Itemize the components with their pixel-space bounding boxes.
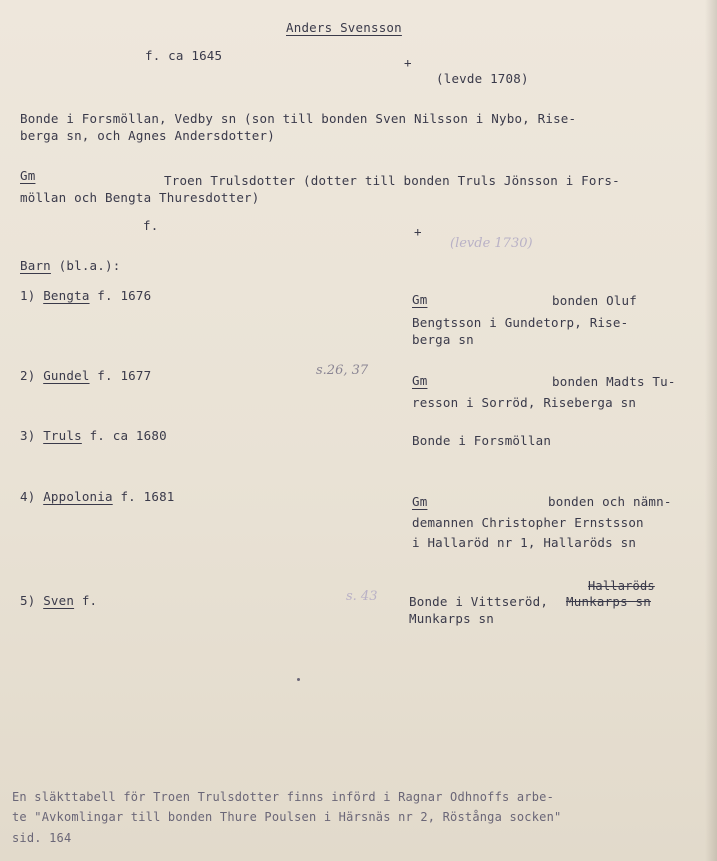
- spouse-death-mark: +: [414, 224, 422, 239]
- child-2-gm-label: Gm: [412, 373, 428, 388]
- page-edge-shadow: [705, 0, 717, 861]
- child-3-num: 3): [20, 428, 36, 443]
- child-2-note-line1: bonden Madts Tu-: [552, 374, 676, 389]
- child-1-born: f. 1676: [97, 288, 152, 303]
- child-5-note-line2: Munkarps sn: [409, 611, 494, 626]
- children-heading-label: Barn: [20, 258, 51, 273]
- person-description-line2: berga sn, och Agnes Andersdotter): [20, 128, 275, 143]
- person-description-line1: Bonde i Forsmöllan, Vedby sn (son till bonden Sven Nilsson i Nybo, Rise-: [20, 111, 577, 126]
- child-3-entry: [20, 428, 167, 443]
- child-5-hand-note: s. 43: [346, 589, 378, 604]
- children-heading: [20, 258, 120, 273]
- child-4-note-line3: i Hallaröd nr 1, Hallaröds sn: [412, 535, 637, 550]
- child-4-num: 4): [20, 489, 36, 504]
- child-4-entry: [20, 489, 175, 504]
- child-5-num: 5): [20, 593, 36, 608]
- child-5-entry: [20, 593, 97, 608]
- child-4-born: f. 1681: [120, 489, 175, 504]
- child-3-born: f. ca 1680: [89, 428, 167, 443]
- person-born: f. ca 1645: [145, 48, 223, 63]
- footer-line2: te "Avkomlingar till bonden Thure Poulsen i Härsnäs nr 2, Röstånga socken": [12, 810, 562, 824]
- child-3-note-line1: Bonde i Forsmöllan: [412, 433, 552, 448]
- children-heading-suffix: (bl.a.):: [58, 258, 121, 273]
- child-1-gm-label: Gm: [412, 292, 428, 307]
- spouse-born: f.: [143, 218, 159, 233]
- child-1-num: 1): [20, 288, 36, 303]
- child-1-note-line2: Bengtsson i Gundetorp, Rise-: [412, 315, 629, 330]
- child-2-hand-note: s.26, 37: [316, 363, 369, 378]
- child-2-name: Gundel: [43, 368, 90, 383]
- spouse-gm-label: Gm: [20, 168, 36, 183]
- spouse-line1: Troen Trulsdotter (dotter till bonden Truls Jönsson i Fors-: [164, 173, 620, 188]
- person-death-mark: +: [404, 55, 412, 70]
- child-5-born: f.: [81, 593, 98, 608]
- child-2-entry: [20, 368, 151, 383]
- child-2-note-line2: resson i Sorröd, Riseberga sn: [412, 395, 637, 410]
- child-3-name: Truls: [43, 428, 82, 443]
- child-5-name: Sven: [43, 593, 75, 608]
- child-1-note-line3: berga sn: [412, 332, 474, 347]
- child-2-born: f. 1677: [97, 368, 152, 383]
- spouse-hand-note: (levde 1730): [450, 236, 533, 251]
- stray-dot: [297, 678, 300, 681]
- child-5-note-struck: Munkarps sn: [566, 594, 651, 609]
- child-1-entry: [20, 288, 151, 303]
- footer-line3: sid. 164: [12, 831, 72, 845]
- child-1-note-line1: bonden Oluf: [552, 293, 637, 308]
- person-alive: (levde 1708): [436, 71, 529, 86]
- child-2-num: 2): [20, 368, 36, 383]
- child-1-name: Bengta: [43, 288, 90, 303]
- footer-line1: En släkttabell för Troen Trulsdotter finns införd i Ragnar Odhnoffs arbe-: [12, 790, 554, 804]
- child-5-note-above: Hallaröds: [588, 579, 655, 593]
- child-5-note-line1: Bonde i Vittseröd,: [409, 594, 549, 609]
- child-4-gm-label: Gm: [412, 494, 428, 509]
- person-name: Anders Svensson: [286, 20, 402, 35]
- child-4-name: Appolonia: [43, 489, 113, 504]
- child-4-note-line1: bonden och nämn-: [548, 494, 672, 509]
- child-4-note-line2: demannen Christopher Ernstsson: [412, 515, 644, 530]
- spouse-line2: möllan och Bengta Thuresdotter): [20, 190, 260, 205]
